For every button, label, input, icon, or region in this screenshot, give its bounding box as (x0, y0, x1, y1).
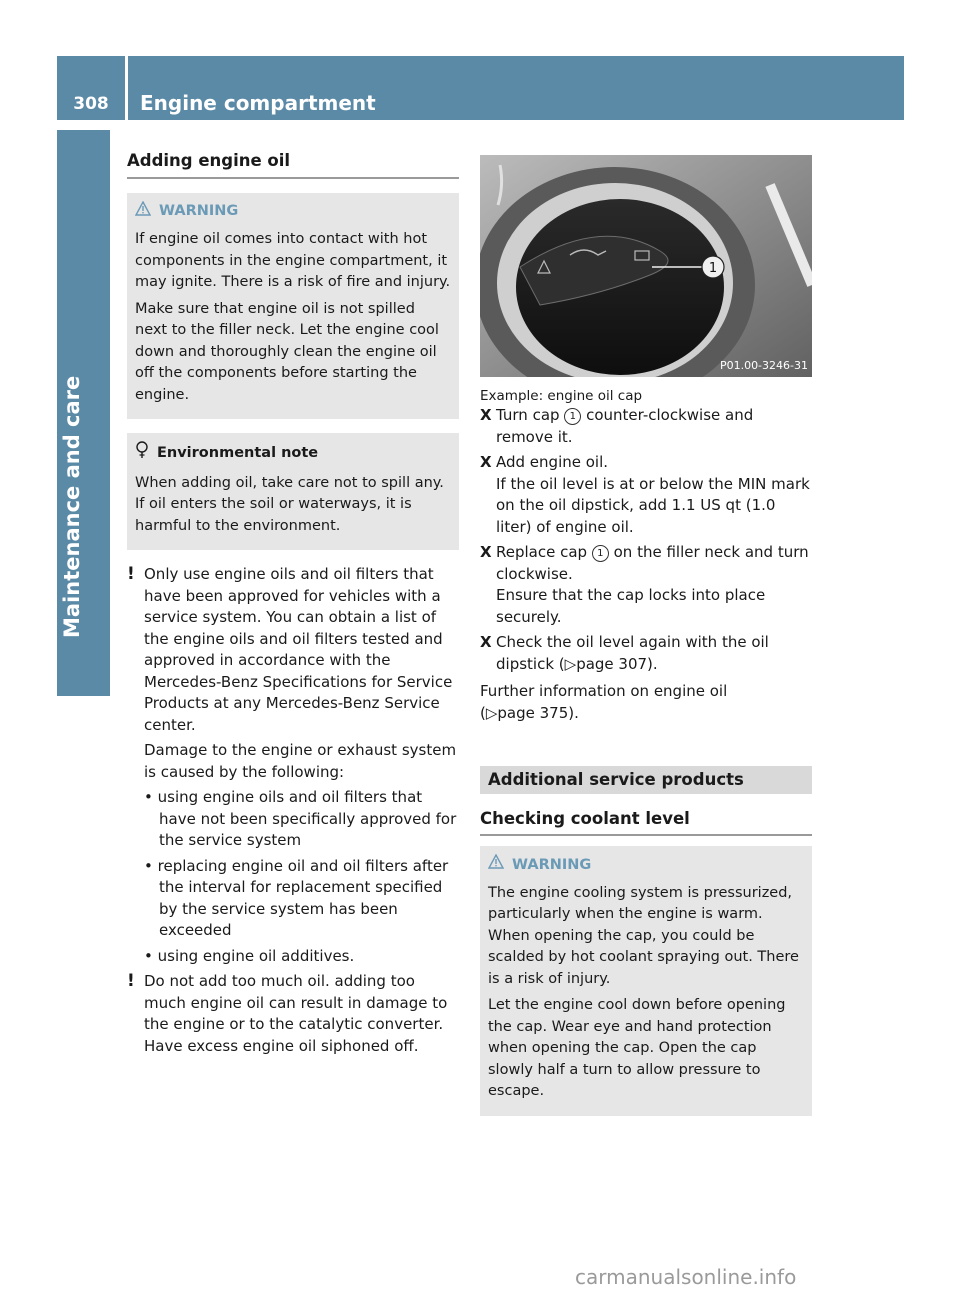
section-heading: Adding engine oil (127, 150, 459, 179)
warning-box (480, 846, 812, 1116)
warning-triangle-icon (135, 201, 151, 224)
warning-text: If engine oil comes into contact with hot components in the engine compartment, it may ignite. There is a risk of fire and injury. (135, 231, 451, 290)
step-arrow-icon: X (480, 453, 492, 471)
watermark: carmanualsonline.info (575, 1265, 797, 1289)
header-separator (125, 56, 128, 120)
left-column (127, 150, 459, 1061)
step-item: X Replace cap 1 on the filler neck and turn clockwise. Ensure that the cap locks into place securely. (480, 543, 809, 626)
step-arrow-icon: X (480, 633, 492, 651)
step-item: X Add engine oil. If the oil level is at or below the MIN mark on the oil dipstick, add 1.1 US qt (1.0 liter) of engine oil. (480, 453, 810, 536)
env-title-row (135, 441, 451, 467)
page-ref-arrow-icon: ▷ (485, 703, 498, 722)
oil-cap-illustration (480, 155, 812, 377)
oil-cap-figure (480, 155, 812, 377)
lightbulb-icon (135, 441, 149, 467)
warning-title: WARNING (512, 856, 592, 873)
exclamation-icon: ! (127, 971, 135, 991)
warning-title-row (135, 201, 451, 224)
page-number: 308 (73, 94, 109, 114)
step-arrow-icon: X (480, 543, 492, 561)
warning-text: The engine cooling system is pressurized, particularly when the engine is warm. When opening the cap, you could be scalded by hot coolant spraying out. There is a risk of injury. (488, 884, 799, 987)
damage-text: Damage to the engine or exhaust system is caused by the following: (144, 741, 457, 781)
side-tab-label: Maintenance and care (60, 375, 84, 638)
callout-marker: 1 (564, 408, 581, 425)
list-item: • using engine oils and oil filters that have not been specifically approved for the service system (144, 788, 457, 849)
chapter-title: Engine compartment (140, 91, 376, 115)
warning-text: Make sure that engine oil is not spilled next to the filler neck. Let the engine cool down and thoroughly clean the engine oil off the components before starting the engine. (135, 300, 439, 403)
further-info: Further information on engine oil (▷page 375). (480, 682, 728, 722)
warning-text: Let the engine cool down before opening the cap. Wear eye and hand protection when opening the cap. Open the cap slowly half a turn to allow pressure to escape. (488, 997, 786, 1099)
page-ref-arrow-icon: ▷ (564, 654, 577, 673)
step-arrow-icon: X (480, 406, 492, 424)
note-item: ! Only use engine oils and oil filters that have been approved for vehicles with a service system. You can obtain a list of the engine oils and oil filters tested and approved in accordance with the Mercedes-Benz Specifications for Service Products at any Mercedes-Benz Service center. (127, 564, 453, 734)
env-title: Environmental note (157, 445, 319, 461)
section-heading: Checking coolant level (480, 808, 812, 837)
callout-marker: 1 (592, 545, 609, 562)
right-column (480, 150, 812, 1130)
warning-box (127, 193, 459, 420)
env-text: When adding oil, take care not to spill any. If oil enters the soil or waterways, it is harmful to the environment. (135, 474, 444, 534)
figure-caption: Example: engine oil cap (480, 388, 643, 404)
list-item: • using engine oil additives. (144, 946, 355, 965)
environmental-note-box (127, 433, 459, 550)
warning-triangle-icon (488, 854, 504, 877)
figure-callout: 1 (708, 261, 718, 276)
warning-title: WARNING (159, 203, 239, 219)
warning-title-row (488, 854, 804, 877)
exclamation-icon: ! (127, 564, 135, 584)
list-item: • replacing engine oil and oil filters after the interval for replacement specified by the service system has been exceeded (144, 856, 449, 939)
figure-code: P01.00-3246-31 (719, 359, 808, 372)
note-item: ! Do not add too much oil. adding too much engine oil can result in damage to the engine or to the catalytic converter. Have excess engine oil siphoned off. (127, 971, 448, 1055)
step-item: X Check the oil level again with the oil dipstick (▷page 307). (480, 633, 769, 673)
step-item: X Turn cap 1 counter-clockwise and remove it. (480, 406, 754, 446)
section-bar: Additional service products (480, 766, 812, 794)
